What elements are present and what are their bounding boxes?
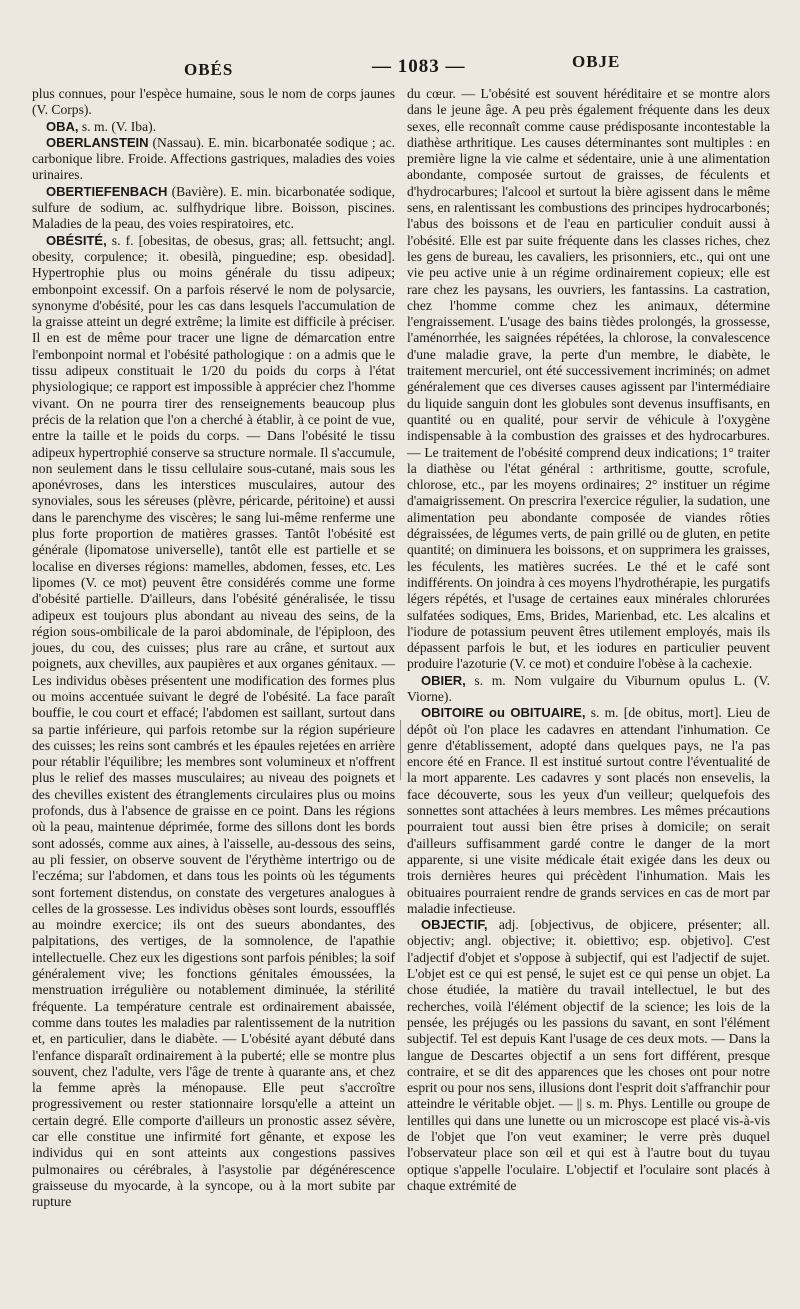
headword: OBITOIRE ou OBITUAIRE, bbox=[421, 705, 586, 721]
headword: OBERTIEFENBACH bbox=[46, 183, 168, 199]
column-divider bbox=[400, 720, 401, 780]
running-header bbox=[32, 52, 770, 86]
header-right-guideword: OBJE bbox=[572, 52, 621, 71]
entry-text: s. m. Nom vulgaire du Viburnum opulus L. (V. Viorne). bbox=[407, 672, 770, 704]
left-column bbox=[32, 86, 395, 1210]
entry-text: s. m. [de obitus, mort]. Lieu de dépôt où l'on place les cadavres en attendant l'inhumation. Ce genre d'établissement, adopté dans quelques pays, ne l'a pas encore été en France. Il est institué surtout contre l'éventualité de la mort apparente. Les cadavres y sont placés non ensevelis, la face découverte, sous les yeux d'un veilleur; quelquefois des sonnettes sont attachées à leurs membres. Les mêmes précautions pourraient tout aussi bien être prises à domicile; on serait d'ailleurs suffisamment gardé contre le danger de la mort apparente, si une visite médicale était exigée dans les deux ou trois dernières heures qui précèdent l'inhumation. Mais les obituaires pourraient rendre de grands services en cas de mort par maladie infectieuse. bbox=[407, 705, 770, 916]
entry-continuation: plus connues, pour l'espèce humaine, sous le nom de corps jaunes (V. Corps). bbox=[32, 86, 395, 118]
entry-text: s. m. (V. Iba). bbox=[78, 118, 157, 134]
entry-text: adj. [objectivus, de objicere, présenter; all. objectiv; angl. objective; it. obiettivo; esp. objetivo]. C'est l'adjectif d'objet et s'oppose à subjectif, qui est l'adjectif de sujet. L'objet est ce qui est pensé, le sujet est ce qui pense un objet. La chose étudiée, la matière du travail intellectuel, le but des recherches, voilà l'élément objectif de la science; les lois de la pensée, les préjugés ou les passions du savant, en sont l'élément subjectif. Tel est depuis Kant l'usage de ces deux mots. — Dans la langue de Descartes objectif a un sens fort différent, presque contraire, et se dit des apparences que les choses ont pour notre esprit ou pour nos sens, illusions dont l'esprit doit s'affranchir pour atteindre le véritable objet. — || s. m. Phys. Lentille ou groupe de lentilles qui dans une lunette ou un microscope est placé vis-à-vis de l'objet que l'on veut examiner; le verre près duquel l'observateur place son œil et qui est à l'autre bout du tuyau optique s'appelle l'oculaire. L'objectif et l'oculaire sont placés à chaque extrémité de bbox=[407, 917, 770, 1193]
headword: OBIER, bbox=[421, 672, 466, 688]
headword: OBERLANSTEIN bbox=[46, 134, 149, 150]
page-number: — 1083 — bbox=[372, 56, 466, 77]
text-columns bbox=[32, 86, 770, 1210]
entry-obesite bbox=[32, 233, 395, 1211]
entry-text: s. f. [obesitas, de obesus, gras; all. fettsucht; angl. obesity, corpulence; it. obesilà, pinguedine; esp. obesidad]. Hypertrophie plus ou moins générale du tissu adipeux; embonpoint excessif. On a parfois réservé le nom de polysarcie, synonyme d'obésité, pour les cas dans lesquels l'accumulation de la graisse atteint un degré extrême; la limite est difficile à préciser. Il en est de même pour tracer une ligne de démarcation entre l'embonpoint normal et l'obésité pathologique : on a admis que le tissu adipeux constituait le 1/20 du poids du corps à l'état physiologique; ce rapport est impossible à apprécier chez l'homme vivant. On ne pourra tirer des renseignements beaucoup plus précis de la relation que l'on a cherché à établir, à ce point de vue, entre la taille et le poids du corps. — Dans l'obésité le tissu adipeux hypertrophié conserve sa structure normale. Il s'accumule, non seulement dans le tissu cellulaire sous-cutané, mais sous les aponévroses, dans les interstices musculaires, autour des synoviales, sous les séreuses (plèvre, péricarde, péritoine) et aussi dans le parenchyme des viscères; le sang lui-même renferme une plus forte proportion de matières grasses. Tantôt l'obésité est générale (lipomatose universelle), tantôt elle est partielle et se localise en diverses régions: mamelles, abdomen, fesses, etc. Les lipomes (V. ce mot) peuvent être considérés comme une forme d'obésité partielle. D'ailleurs, dans l'obésité généralisée, le tissu adipeux est toujours plus abondant au niveau des seins, de la région sous-ombilicale de la paroi abdominale, de l'épiploon, des joues, du cou, des cuisses; plus rare au crâne, et surtout aux poignets, aux chevilles, aux paupières et aux organes génitaux. — Les individus obèses présentent une modification des formes plus ou moins accentuée suivant le degré de l'obésité. La face paraît bouffie, le cou court et effacé; l'abdomen est saillant, surtout dans sa partie inférieure, qui parfois retombe sur la région supérieure des cuisses; les reins sont cambrés et les épaules rejetées en arrière pour rétablir l'équilibre; les membres sont volumineux et n'offrent plus le relief des masses musculaires; au niveau des poignets et des chevilles existent des étranglements circulaires plus ou moins profonds, dus à l'absence de graisse en ce point. Dans les régions où la peau, maintenue déprimée, forme des sillons dont les bords sont adossés, comme aux aines, à l'aisselle, au-dessous des seins, au pli fessier, on observe souvent de l'érythème intertrigo ou de l'eczéma; sur l'abdomen, et dans tous les points où les téguments sont fortement distendus, on constate des vergetures analogues à celles de la grossesse. Les individus obèses sont lourds, essoufflés au moindre exercice; ils ont des sueurs abondantes, des palpitations, des vertiges, de la somnolence, de l'apathie intellectuelle. Chez eux les digestions sont parfois pénibles; la soif généralement vive; les fonctions génitales émoussées, la menstruation irrégulière ou notablement diminuée, la stérilité fréquente. La température centrale est ordinairement abaissée, comme dans toutes les maladies par ralentissement de la nutrition et, en particulier, dans le diabète. — L'obésité ayant débuté dans l'enfance disparaît ordinairement à la puberté; elle se montre plus souvent, chez l'adulte, vers l'âge de trente à quarante ans, et chez la femme après la ménopause. Elle peut s'accroître progressivement ou rester stationnaire lorsqu'elle a atteint un certain degré. Elle comporte d'ailleurs un pronostic assez sévère, car elle constitue une infirmité fort gênante, et expose les individus qui en sont atteints aux congestions passives pulmonaires ou cérébrales, à l'asystolie par dégénérescence graisseuse du myocarde, à la syncope, ou à la mort subite par rupture bbox=[32, 232, 395, 1210]
entry-obitoire bbox=[407, 705, 770, 917]
entry-text: (Nassau). E. min. bicarbonatée sodique ; ac. carbonique libre. Froide. Affections gastriques, maladies des voies urinaires. bbox=[32, 134, 395, 183]
entry-continuation: du cœur. — L'obésité est souvent héréditaire et se montre alors dans le jeune âge. A peu près également fréquente dans les deux sexes, elle reconnaît comme cause prédisposante incontestable la diathèse arthritique. Les causes déterminantes sont multiples : en première ligne la vie calme et sédentaire, unie à une alimentation abondante, composée surtout de graisses, de féculents et d'hydrocarbures; l'alcool et surtout la bière agissent dans le même sens, en ralentissant les combustions des principes hydrocarbonés; l'abus des boissons et de l'eau en particulier conduit aussi à l'obésité. Elle est par suite fréquente dans les classes riches, chez les gens de bureau, les cavaliers, les prisonniers, etc., qui ont une vie peu active unie à un régime ordinairement copieux; elle est rare chez les paysans, les ouvriers, les fantassins. La castration, chez l'homme comme chez les animaux, détermine l'engraissement. L'usage des bains tièdes prolongés, la grossesse, l'aménorrhée, les saignées répétées, la chlorose, la convalescence d'une maladie grave, la perte d'un membre, le diabète, le traitement mercuriel, ont été successivement incriminés; on admet généralement que ces diverses causes agissent par l'intermédiaire du liquide sanguin dont les globules sont devenus insuffisants, en quantité ou en qualité, pour servir de véhicule à l'oxygène indispensable à la combustion des graisses et des hydrocarbures. — Le traitement de l'obésité comprend deux indications; 1° traiter la diathèse ou l'état général : arthritisme, goutte, scrofule, chlorose, etc., par les moyens ordinaires; 2° instituer un régime d'amaigrissement. On prescrira l'exercice régulier, la sudation, une alimentation peu abondante composée de viandes rôties dégraissées, de légumes verts, de pain grillé ou de gluten, en petite quantité; on diminuera les boissons, et on supprimera les graisses, les féculents, les matières sucrées. Le thé et le café sont indifférents. On joindra à ces moyens l'hydrothérapie, les purgatifs légers répétés, et l'usage de certaines eaux minérales chlorurées sulfatées sodiques, Ems, Brides, Marienbad, etc. Les alcalins et l'iodure de potassium peuvent êtres utilement employés, mais ils dépassent parfois le but, et les iodures en particulier peuvent produire l'azoturie (V. ce mot) et conduire l'obèse à la cachexie. bbox=[407, 86, 770, 672]
headword: OBJECTIF, bbox=[421, 917, 488, 933]
headword: OBÉSITÉ, bbox=[46, 232, 107, 248]
right-column bbox=[407, 86, 770, 1210]
entry-obertiefenbach bbox=[32, 184, 395, 233]
entry-objectif bbox=[407, 917, 770, 1194]
entry-oberlanstein bbox=[32, 135, 395, 184]
entry-text: (Bavière). E. min. bicarbonatée sodique, sulfure de sodium, ac. sulfhydrique libre. Boisson, piscines. Maladies de la peau, des voies respiratoires, etc. bbox=[32, 183, 395, 232]
entry-oba bbox=[32, 119, 395, 135]
header-left-guideword: OBÉS bbox=[184, 60, 234, 79]
entry-obier bbox=[407, 673, 770, 706]
headword: OBA, bbox=[46, 118, 79, 134]
